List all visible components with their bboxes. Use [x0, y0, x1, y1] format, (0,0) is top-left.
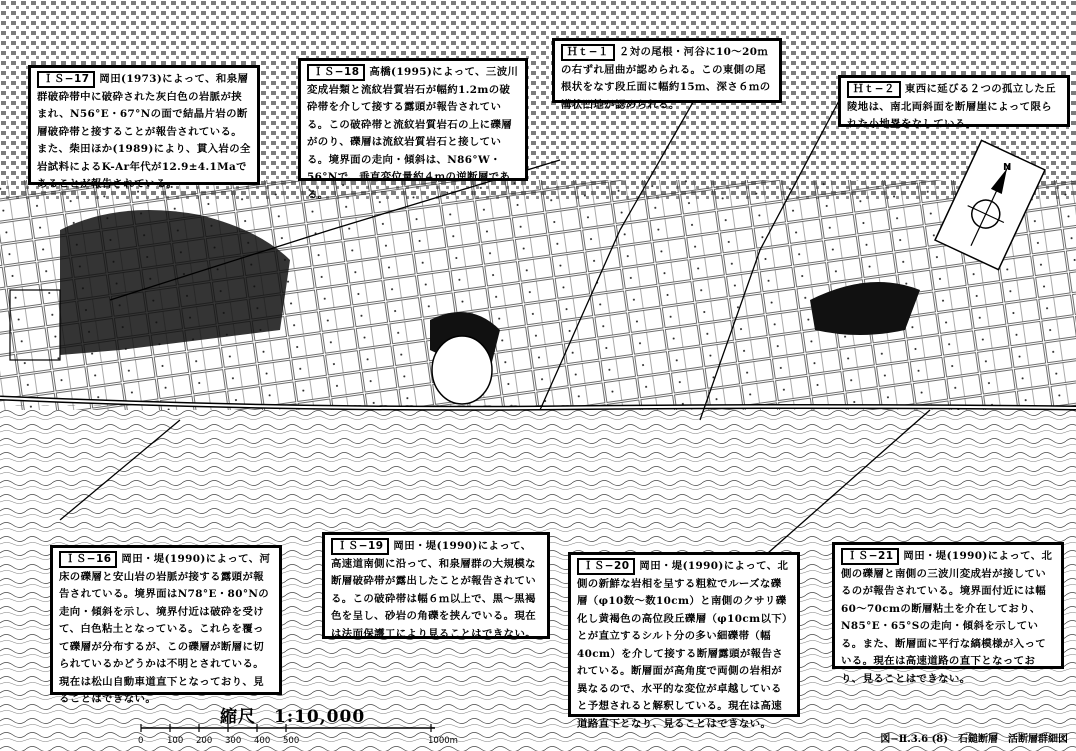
note-is19-id: ＩＳ−19 [331, 538, 389, 555]
scale-tick-label: 200 [196, 736, 213, 746]
note-is21 [832, 542, 1064, 685]
note-is17-text: 岡田(1973)によって、和泉層群破砕帯中に破砕された灰白色の岩脈が挟まれ、N56°E・67°Nの面で結晶片岩の断層破砕帯と接することが報告されている。また、柴田ほか(1989)により、貫入岩の全岩試料によるK-Ar年代が12.9±4.1Maであることが報告されている。 [37, 73, 251, 190]
note-ht2-id: Ｈｔ−２ [847, 81, 901, 98]
scale-tick-label: 1000m [428, 736, 458, 746]
scale-title: 縮尺 1:10,000 [220, 707, 366, 727]
note-is21-id: ＩＳ−21 [841, 548, 899, 565]
note-is16-text: 岡田・堤(1990)によって、河床の礫層と安山岩の岩脈が接する露頭が報告されている。境界面はN78°E・80°Nの走向・傾斜を示し、境界付近は破砕を受けて、白色粘土となっている。これらを覆って礫層が分布するが、この礫層が断層に切られているかどうかは不明とされている。現在は松山自動車道直下となっており、見ることはできない。 [59, 553, 271, 705]
note-is16-id: ＩＳ−16 [59, 551, 117, 568]
scale-tick-label: 100 [167, 736, 184, 746]
note-is20-id: ＩＳ−20 [577, 558, 635, 575]
note-is17 [28, 65, 260, 190]
scale-tick-label: 500 [283, 736, 300, 746]
note-is16 [50, 545, 282, 705]
note-is19-text: 岡田・堤(1990)によって、高速道南側に沿って、和泉層群の大規模な断層破砕帯が露出したことが報告されている。この破砕帯は幅６ｍ以上で、黒〜黒褐色を呈し、砂岩の角礫を挟んでいる。現在は法面保護工により見ることはできない。 [331, 540, 537, 640]
note-is21-text: 岡田・堤(1990)によって、北側の礫層と南側の三波川変成岩が接しているのが報告されている。境界面付近には幅60〜70cmの断層粘土を介在しており、N85°E・65°Sの走向・傾斜を示している。また、断層面に平行な縞模様が入っている。現在は高速道路の直下となっており、見ることはできない。 [841, 550, 1053, 685]
scale-tick-label: 0 [138, 736, 144, 746]
note-is18-id: ＩＳ−18 [307, 64, 365, 81]
note-ht1-id: Ｈｔ−１ [561, 44, 615, 61]
scale-tick-label: 400 [254, 736, 271, 746]
scale-bar [135, 722, 458, 746]
note-ht2-text: 東西に延びる２つの孤立した丘陵地は、南北両斜面を断層崖によって限られた小地塁をなしている。 [847, 83, 1056, 130]
north-label: N [1003, 162, 1012, 173]
note-ht1-text: ２対の尾根・河谷に10〜20ｍの右ずれ屈曲が認められる。この東側の尾根状をなす段丘面に幅約15ｍ、深さ６ｍの溝状凹地が認められる。 [561, 46, 771, 111]
note-is19 [322, 532, 550, 639]
note-is18-text: 高橋(1995)によって、三波川変成岩類と流紋岩質岩石が幅約1.2mの破砕帯を介して接する露頭が報告されている。この破砕帯と流紋岩質岩石の上に礫層がのり、礫層は流紋岩質岩石と接している。境界面の走向・傾斜は、N86°W・56°Nで、垂直変位量約４ｍの逆断層である。 [307, 66, 519, 201]
note-ht2 [838, 75, 1070, 130]
note-ht1 [552, 38, 782, 111]
figure-caption: 図−Ⅱ.3.6 (8) 石鎚断層 活断層群細図 [880, 734, 1068, 745]
note-is20 [568, 552, 800, 730]
reservoir [432, 336, 492, 404]
scale-tick-label: 300 [225, 736, 242, 746]
note-is20-text: 岡田・堤(1990)によって、北側の新鮮な岩相を呈する粗粒でルーズな礫層（φ10数〜数10cm）と南側のクサリ礫化し黄褐色の高位段丘礫層（φ10cm以下）とが直立するシルト分の多い細礫帯（幅40cm）を介して接する断層露頭が報告されている。断層面が高角度で両側の岩相が異なるので、水平的な変位が卓越していると予想されると解釈している。現在は高速道路直下となり、見ることはできない。 [577, 560, 789, 730]
note-is17-id: ＩＳ−17 [37, 71, 95, 88]
note-is18 [298, 58, 528, 201]
